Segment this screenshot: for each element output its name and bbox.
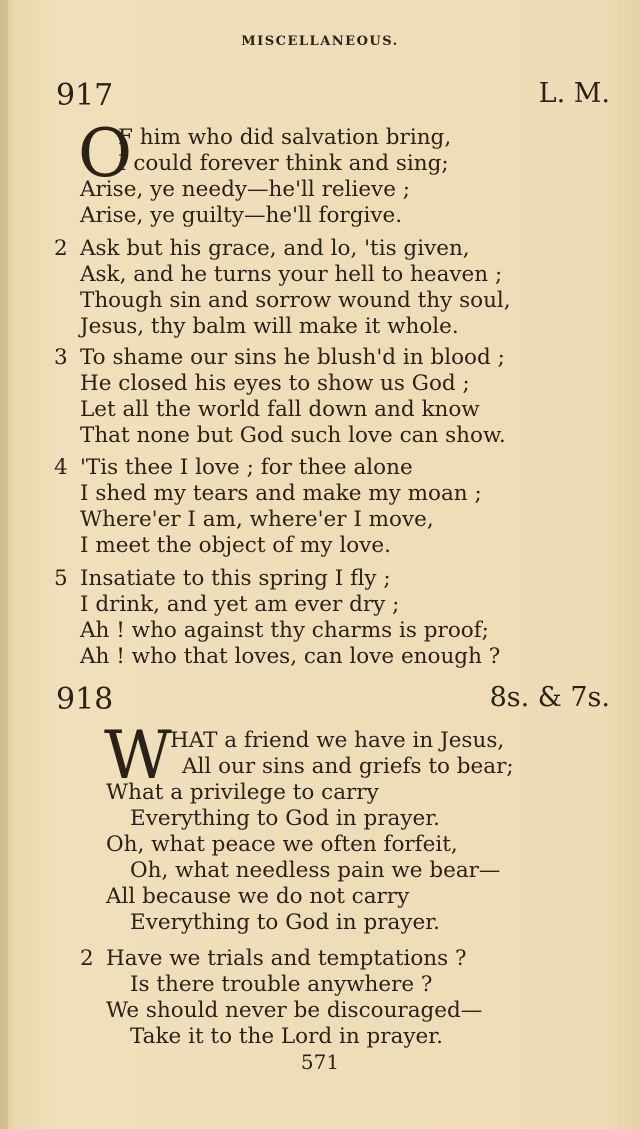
hymn-917-v2-line-1: Ask but his grace, and lo, 'tis given,	[80, 236, 470, 261]
hymn-918-v1-line-6: Oh, what needless pain we bear—	[130, 858, 501, 883]
hymn-number-917: 917	[56, 78, 114, 113]
verse-number-917-4: 4	[54, 455, 68, 480]
verse-number-917-5: 5	[54, 566, 68, 591]
hymn-number-918: 918	[56, 682, 114, 717]
hymn-917-v1-line-1: F him who did salvation bring,	[118, 125, 452, 150]
hymn-917-v2-line-3: Though sin and sorrow wound thy soul,	[80, 288, 511, 313]
hymn-917-v2-line-2: Ask, and he turns your hell to heaven ;	[80, 262, 503, 287]
hymn-917-v3-line-1: To shame our sins he blush'd in blood ;	[80, 345, 505, 370]
hymn-918-v1-line-2: All our sins and griefs to bear;	[182, 754, 514, 779]
hymn-918-v2-line-3: We should never be discouraged—	[106, 998, 483, 1023]
hymn-917-v2-line-4: Jesus, thy balm will make it whole.	[80, 314, 459, 339]
running-head: MISCELLANEOUS.	[241, 34, 399, 49]
hymn-917-v3-line-4: That none but God such love can show.	[80, 423, 506, 448]
hymn-917-v4-line-4: I meet the object of my love.	[80, 533, 391, 558]
hymn-917-v4-line-3: Where'er I am, where'er I move,	[80, 507, 434, 532]
page-gutter	[0, 0, 8, 1129]
hymn-917-v3-line-2: He closed his eyes to show us God ;	[80, 371, 470, 396]
hymn-917-v1-line-3: Arise, ye needy—he'll relieve ;	[80, 177, 411, 202]
page-number: 571	[300, 1050, 340, 1074]
hymn-917-v4-line-2: I shed my tears and make my moan ;	[80, 481, 482, 506]
hymn-918-v1-line-5: Oh, what peace we often forfeit,	[106, 832, 458, 857]
hymn-917-v5-line-3: Ah ! who against thy charms is proof;	[80, 618, 489, 643]
hymn-917-v3-line-3: Let all the world fall down and know	[80, 397, 480, 422]
hymn-917-v4-line-1: 'Tis thee I love ; for thee alone	[80, 455, 413, 480]
verse-number-917-2: 2	[54, 236, 68, 261]
hymn-meter-918: 8s. & 7s.	[489, 682, 610, 713]
hymn-918-v2-line-2: Is there trouble anywhere ?	[130, 972, 433, 997]
verse-number-918-2: 2	[80, 946, 94, 971]
hymn-918-v1-line-8: Everything to God in prayer.	[130, 910, 440, 935]
hymn-917-v5-line-1: Insatiate to this spring I fly ;	[80, 566, 391, 591]
hymn-918-v2-line-4: Take it to the Lord in prayer.	[130, 1024, 444, 1049]
hymn-meter-917: L. M.	[538, 78, 610, 109]
hymn-918-v1-line-1: HAT a friend we have in Jesus,	[170, 728, 505, 753]
hymn-918-v1-line-7: All because we do not carry	[106, 884, 410, 909]
verse-number-917-3: 3	[54, 345, 68, 370]
hymn-917-v5-line-2: I drink, and yet am ever dry ;	[80, 592, 400, 617]
hymn-917-v5-line-4: Ah ! who that loves, can love enough ?	[80, 644, 501, 669]
hymn-918-v1-line-4: Everything to God in prayer.	[130, 806, 440, 831]
hymn-917-v1-line-4: Arise, ye guilty—he'll forgive.	[80, 203, 403, 228]
dropcap-918: W	[104, 717, 172, 794]
hymn-918-v2-line-1: Have we trials and temptations ?	[106, 946, 467, 971]
hymn-917-v1-line-2: I could forever think and sing;	[118, 151, 449, 176]
hymn-918-v1-line-3: What a privilege to carry	[106, 780, 379, 805]
dropcap-917: O	[78, 115, 133, 192]
